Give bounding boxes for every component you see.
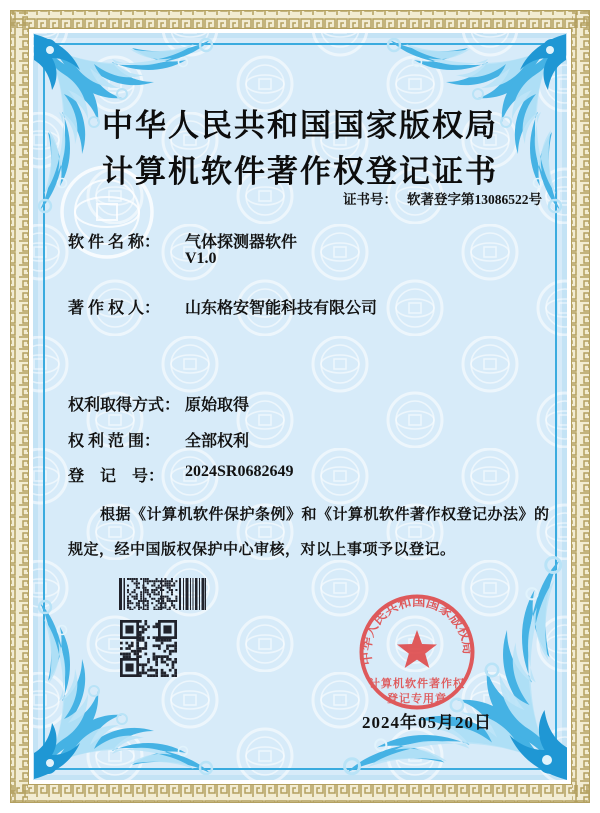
field-acquisition-label: 权利取得方式： [68,397,181,414]
seal-ring-text: 中华人民共和国国家版权局 [358,593,476,666]
field-software-version [185,250,217,268]
field-registration-number [68,463,294,486]
certificate-number-label: 证书号： [343,192,397,207]
statement-line2: 规定，经中国版权保护中心审核，对以上事项予以登记。 [68,542,456,558]
qr-code [120,620,177,677]
title-line1: 中华人民共和国国家版权局 [102,108,498,143]
field-software-name-value: 气体探测器软件 [185,234,298,251]
official-seal [352,588,482,718]
field-scope-value: 全部权利 [185,433,250,450]
field-scope-label: 权 利 范 围： [68,433,161,450]
field-acquisition-value: 原始取得 [185,397,250,414]
statement-line1: 根据《计算机软件保护条例》和《计算机软件著作权登记办法》的 [100,507,550,523]
field-acquisition [68,392,250,415]
seal-line2: 登记专用章 [387,693,447,705]
field-copyright-owner-label: 著 作 权 人： [68,300,161,317]
field-copyright-owner-value: 山东格安智能科技有限公司 [185,300,378,317]
certificate-number [343,188,542,208]
field-registration-number-label: 登 记 号： [68,468,165,485]
field-copyright-owner [68,295,378,318]
seal-line1: 计算机软件著作权 [369,678,465,690]
field-software-version-value: V1.0 [185,250,217,267]
star-icon [397,630,437,668]
issue-date: 2024年05月20日 [362,713,492,732]
field-registration-number-value: 2024SR0682649 [185,463,294,480]
field-scope [68,428,250,451]
field-software-name [68,229,298,252]
field-software-name-label: 软 件 名 称： [68,234,161,251]
certificate-number-value: 软著登字第13086522号 [407,192,542,207]
title-line2: 计算机软件著作权登记证书 [102,154,498,189]
barcode [119,578,206,610]
